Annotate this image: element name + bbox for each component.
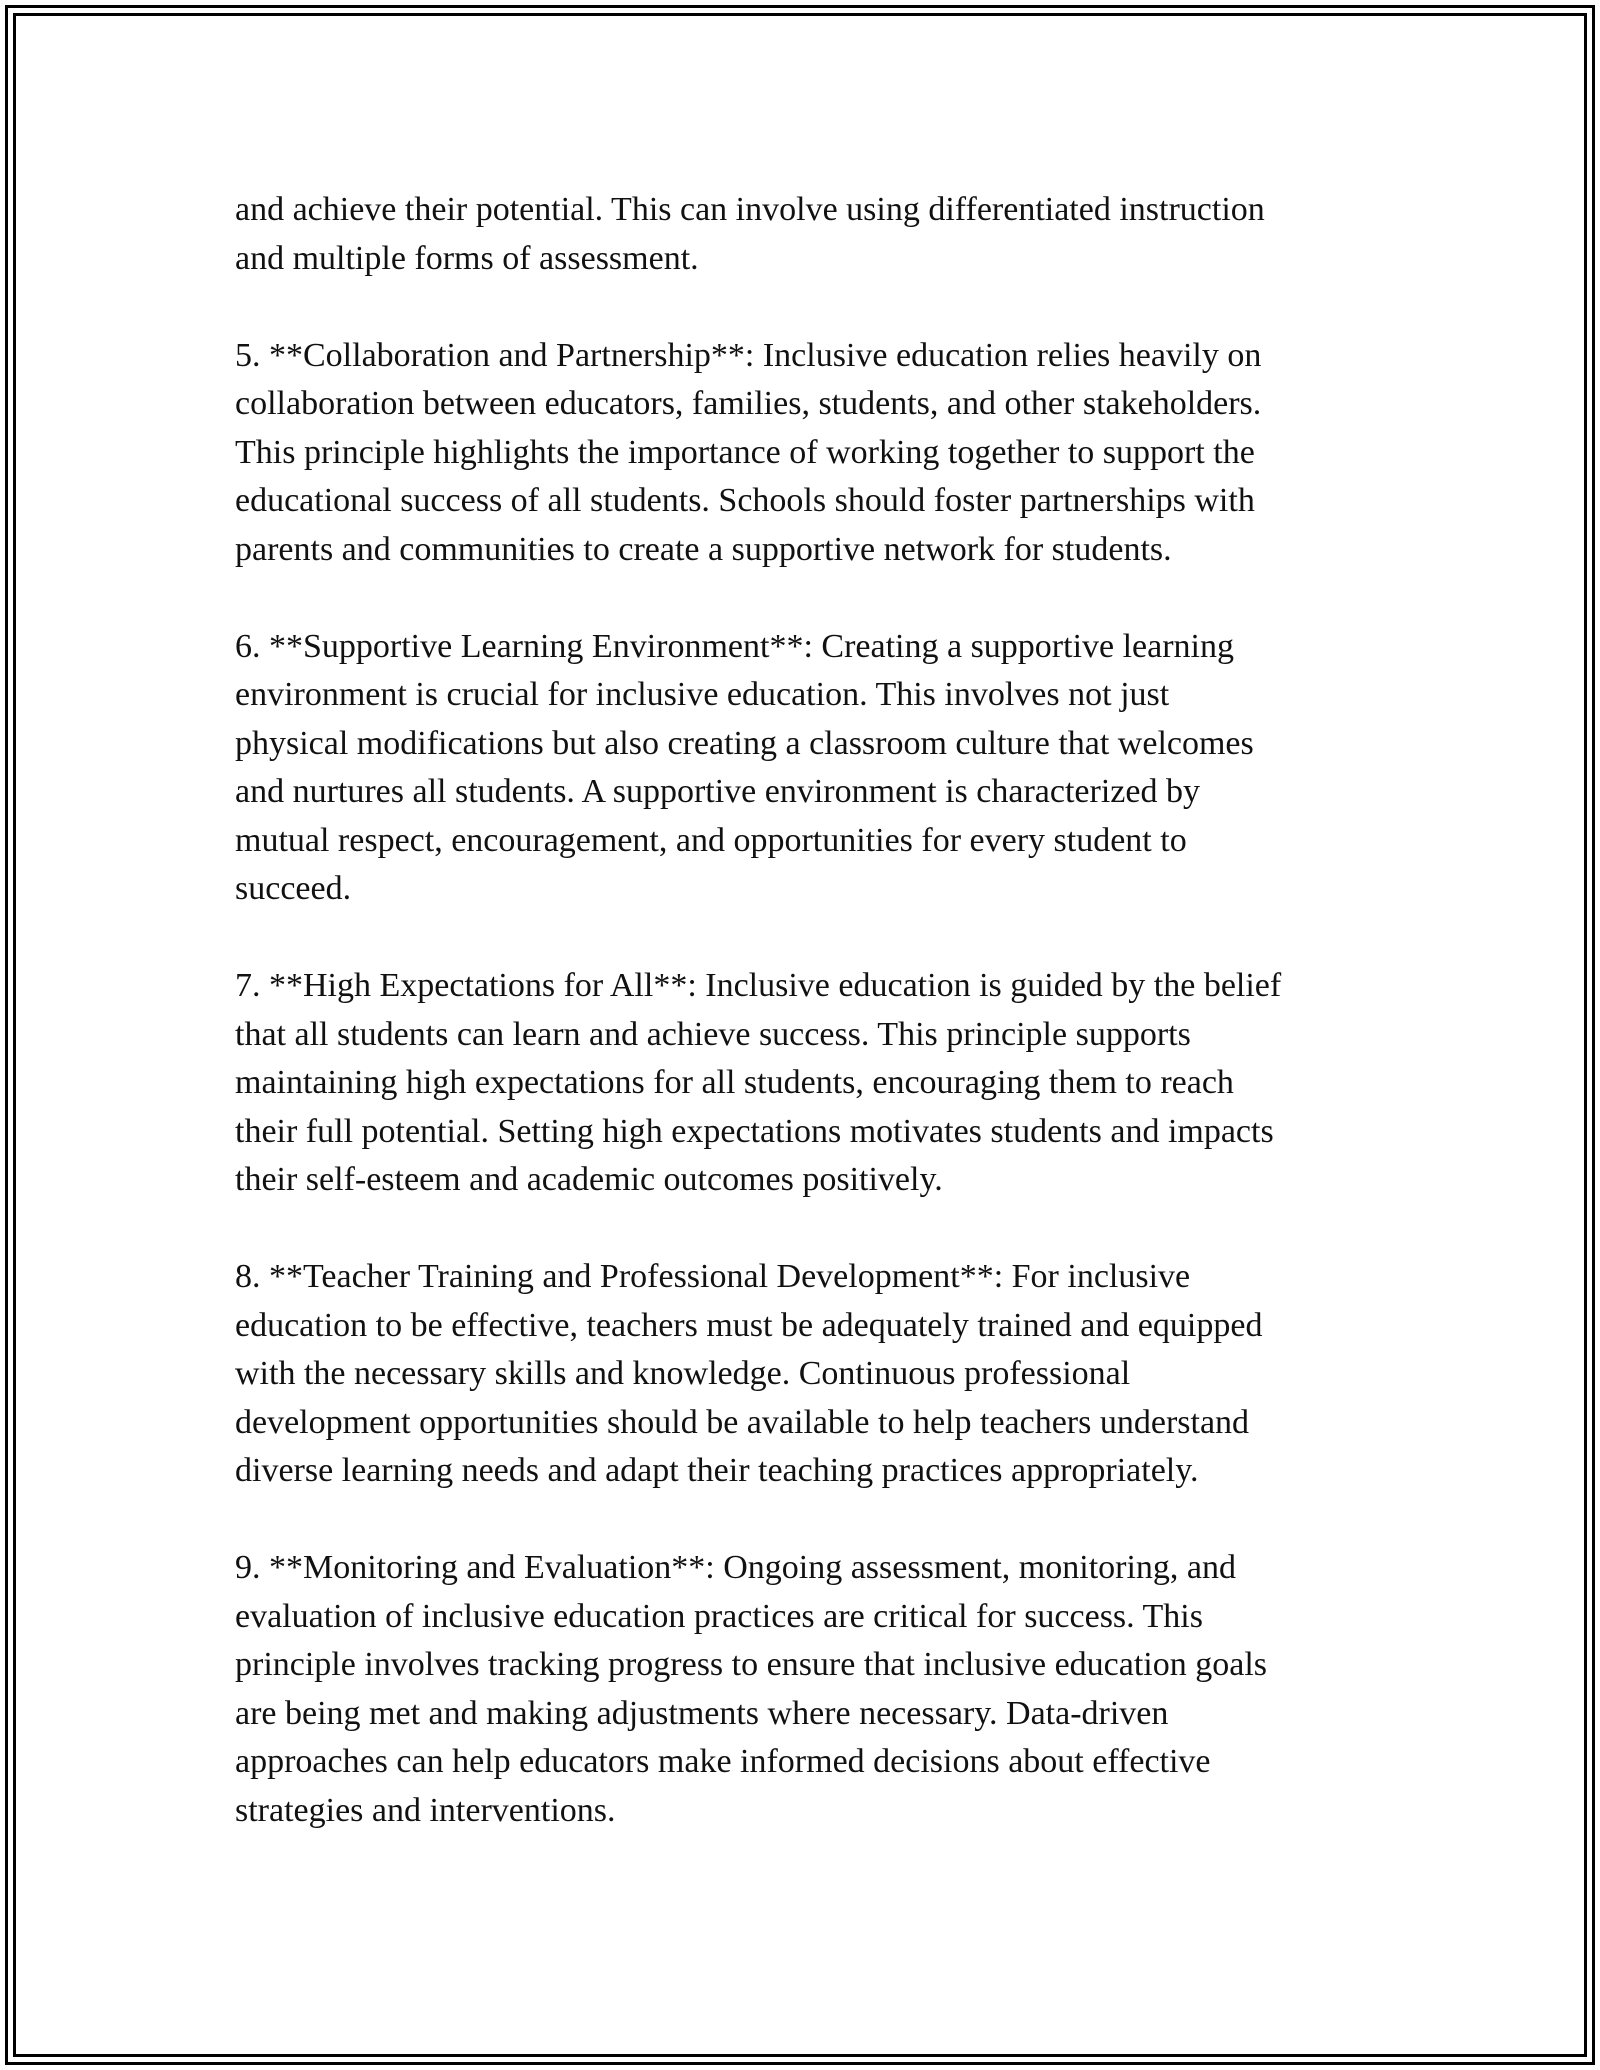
- paragraph-collaboration-and-partnership: 5. **Collaboration and Partnership**: Inclusive education relies heavily on collaboration between educators, families, students, and other stakeholders. This principle highlights the importance of working together to support the educational success of all students. Schools should foster partnerships with parents and communities to create a supportive network for students.: [235, 336, 1262, 568]
- paragraph-teacher-training: 8. **Teacher Training and Professional Development**: For inclusive education to be effective, teachers must be adequately trained and equipped with the necessary skills and knowledge. Continuous professional development opportunities should be available to help teachers understand diverse learning needs and adapt their teaching practices appropriately.: [235, 1258, 1263, 1489]
- document-body: [235, 186, 1385, 1884]
- paragraph-supportive-learning-environment: 6. **Supportive Learning Environment**: Creating a supportive learning environment is crucial for inclusive education. This involves not just physical modifications but also creating a classroom culture that welcomes and nurtures all students. A supportive environment is characterized by mutual respect, encouragement, and opportunities for every student to succeed.: [235, 627, 1254, 907]
- paragraph-high-expectations: 7. **High Expectations for All**: Inclusive education is guided by the belief that all students can learn and achieve success. This principle supports maintaining high expectations for all students, encouraging them to reach their full potential. Setting high expectations motivates students and impacts their self-esteem and academic outcomes positively.: [235, 967, 1282, 1198]
- paragraph-monitoring-and-evaluation: 9. **Monitoring and Evaluation**: Ongoing assessment, monitoring, and evaluation of inclusive education practices are critical for success. This principle involves tracking progress to ensure that inclusive education goals are being met and making adjustments where necessary. Data-driven approaches can help educators make informed decisions about effective strategies and interventions.: [235, 1549, 1268, 1829]
- paragraph-continuation: and achieve their potential. This can involve using differentiated instruction and multiple forms of assessment.: [235, 191, 1265, 277]
